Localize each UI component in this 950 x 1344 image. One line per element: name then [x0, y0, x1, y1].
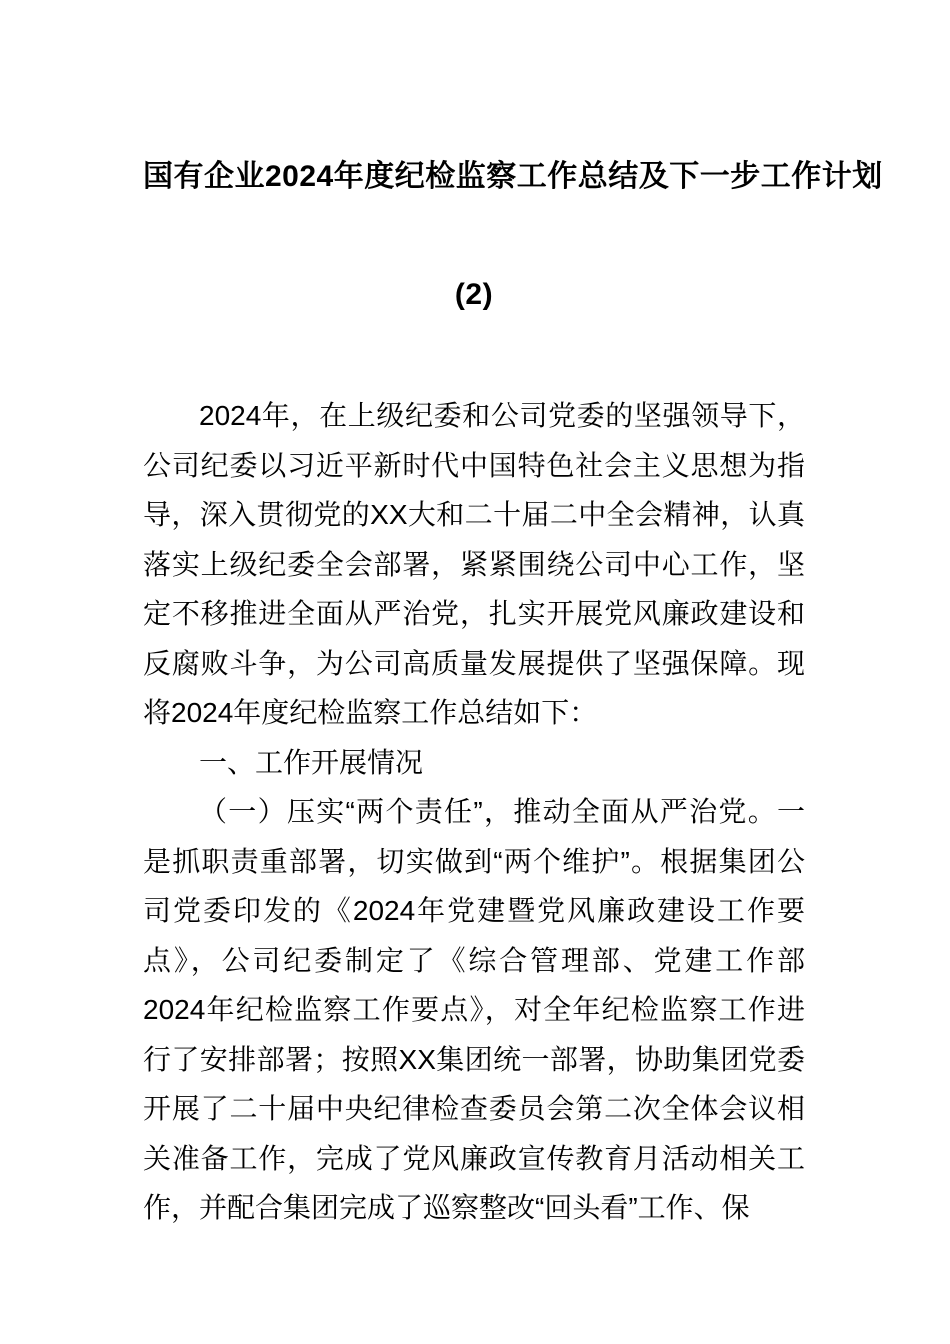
document-title-number: (2) — [454, 278, 494, 311]
document-title-text: 国有企业2024年度纪检监察工作总结及下一步工作计划 — [143, 160, 883, 193]
paragraph-section-one-content: （一）压实“两个责任”，推动全面从严治党。一是抓职责重部署，切实做到“两个维护”。根据集团公司党委印发的《2024年党建暨党风廉政建设工作要点》，公司纪委制定了《综合管理部、党建工作部2024年纪检监察工作要点》，对全年纪检监察工作进行了安排部署；按照XX集团统一部署，协助集团党委开展了二十届中央纪律检查委员会第二次全体会议相关准备工作，完成了党风廉政宣传教育月活动相关工作，并配合集团完成了巡察整改“回头看”工作、保 — [143, 796, 805, 1223]
paragraph-intro: 2024年，在上级纪委和公司党委的坚强领导下，公司纪委以习近平新时代中国特色社会主义思想为指导，深入贯彻党的XX大和二十届二中全会精神，认真落实上级纪委全会部署，紧紧围绕公司中心工作，坚定不移推进全面从严治党，扎实开展党风廉政建设和反腐败斗争，为公司高质量发展提供了坚强保障。现将2024年度纪检监察工作总结如下： — [143, 400, 805, 728]
document-body — [143, 391, 805, 1233]
document-title — [143, 118, 883, 354]
paragraph-section-heading: 一、工作开展情况 — [199, 746, 424, 778]
